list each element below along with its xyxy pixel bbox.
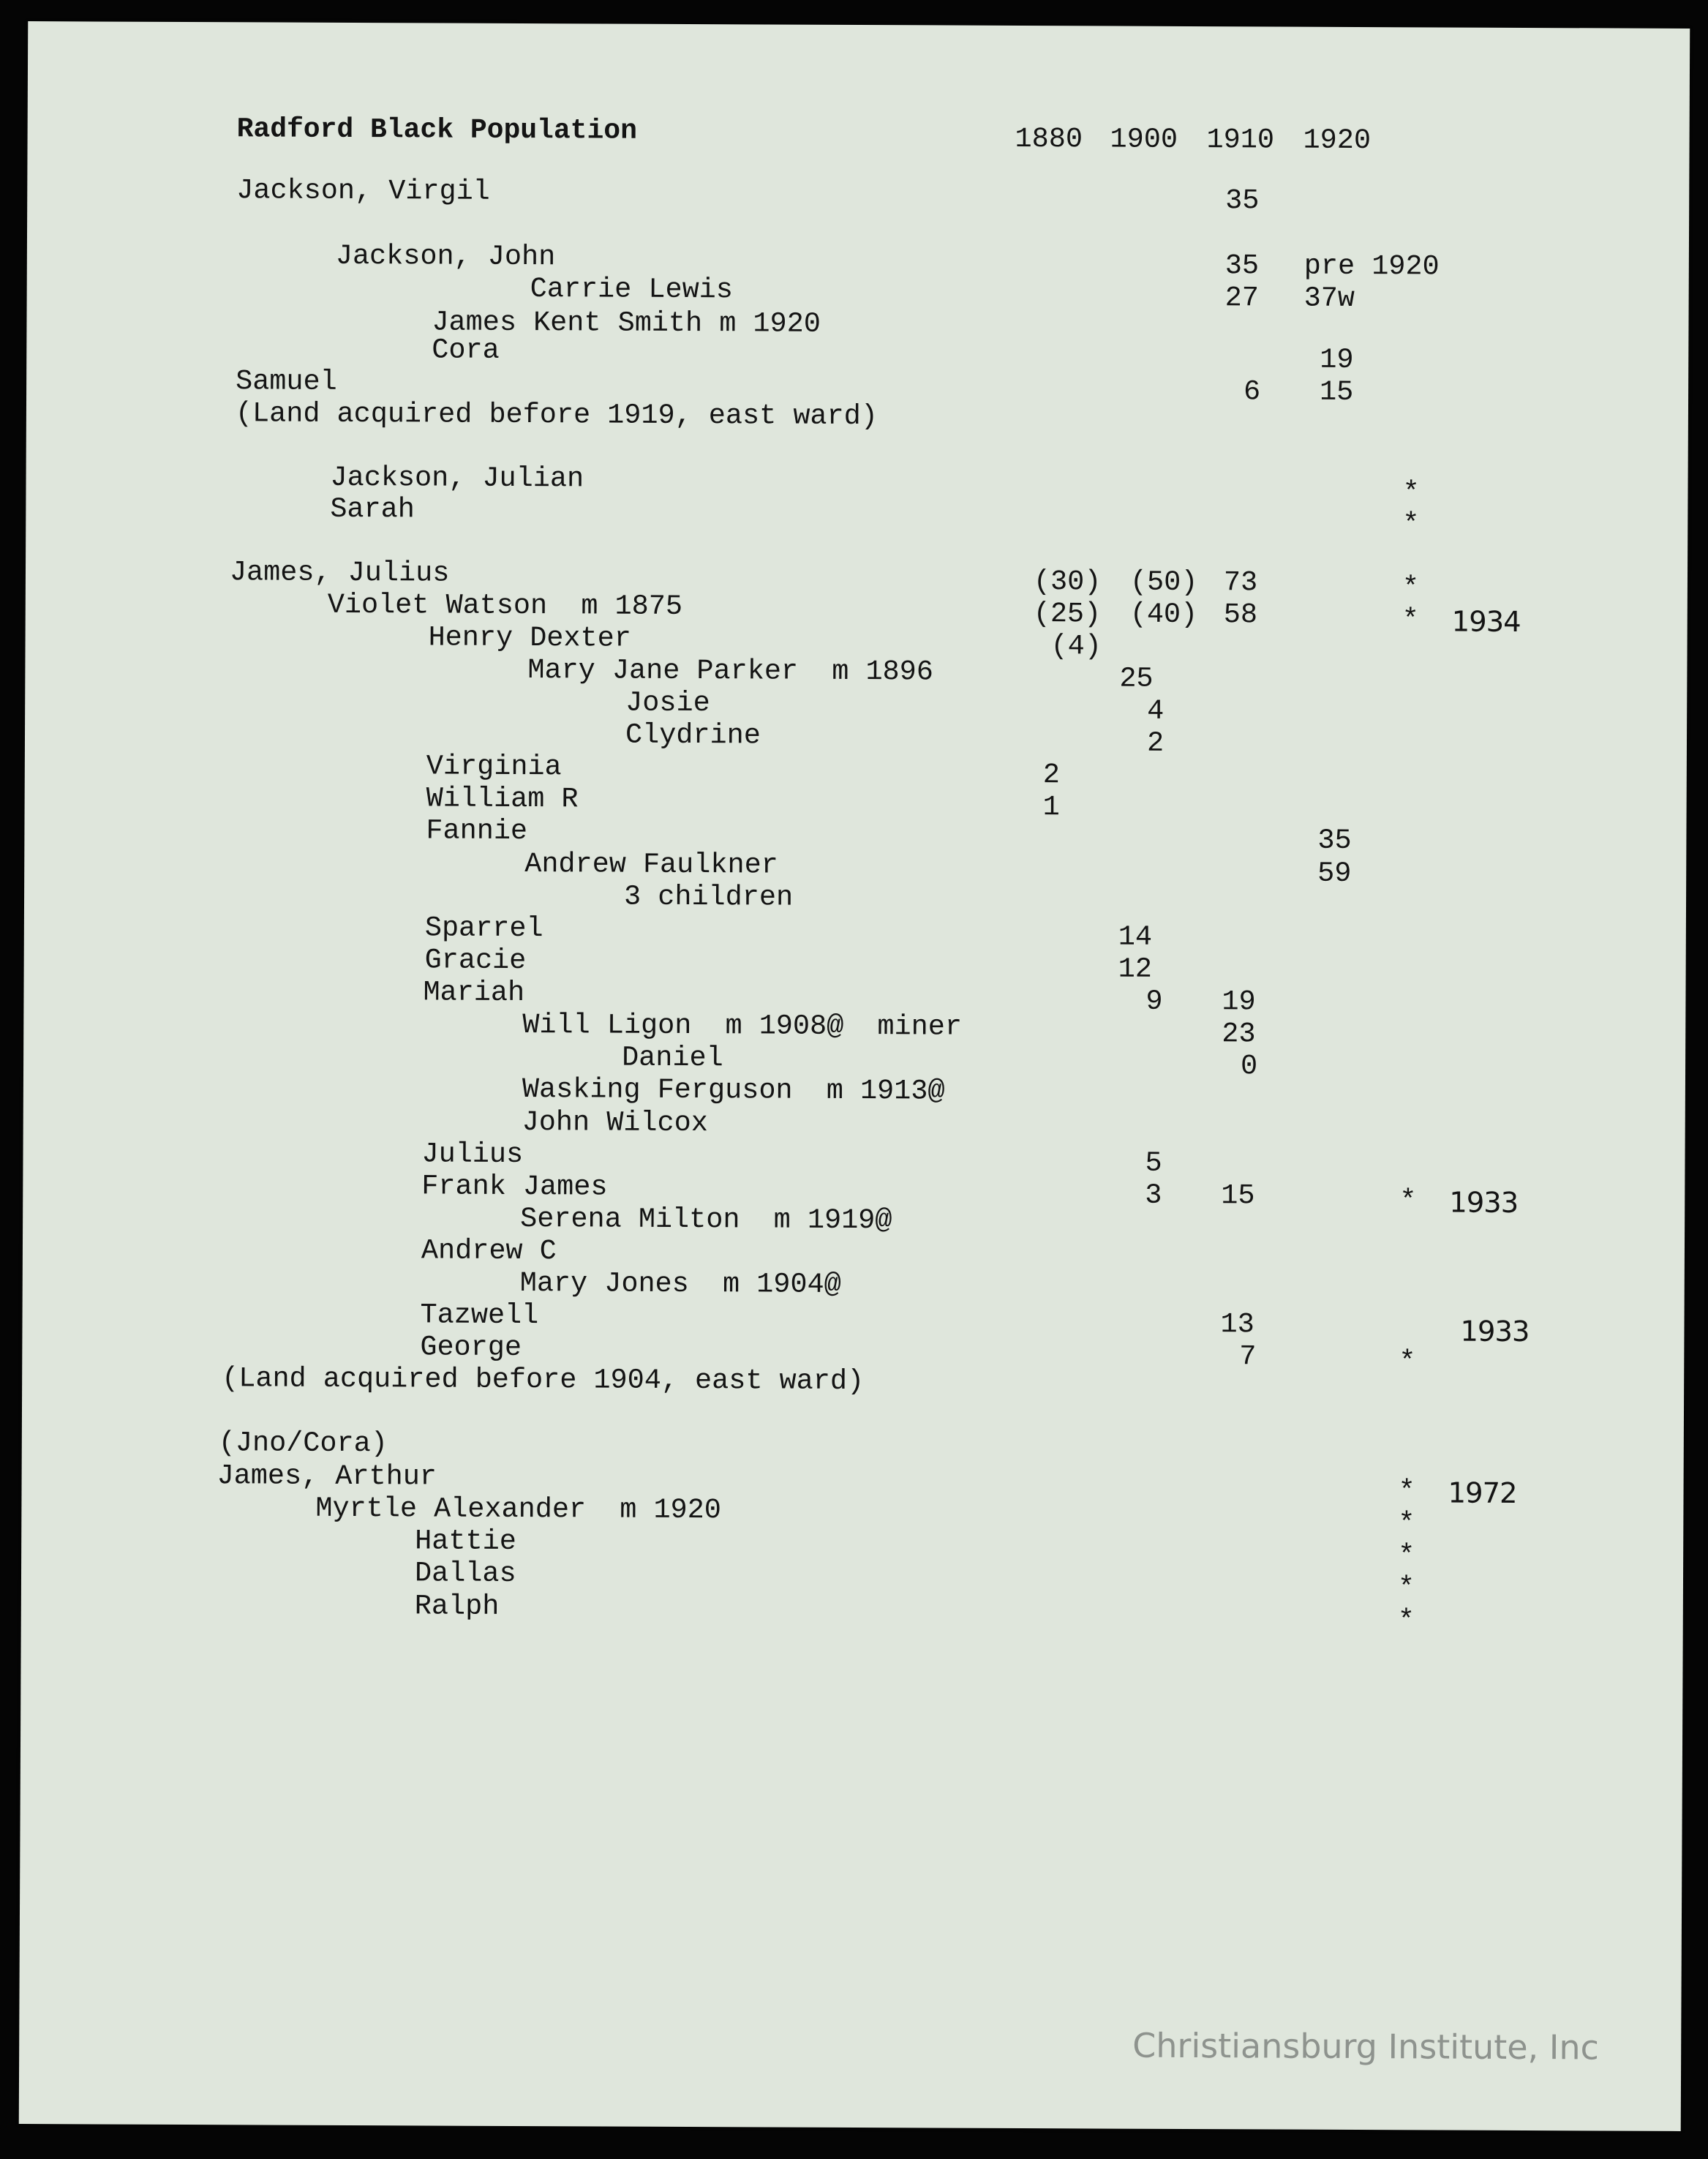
entry-name: James Kent Smith m 1920	[432, 306, 821, 340]
entry-name: Mariah	[423, 976, 525, 1010]
census-value-1910: 58	[1223, 598, 1258, 631]
asterisk-mark: *	[1402, 476, 1420, 509]
entry-name: Mary Jane Parker m 1896	[527, 654, 934, 688]
census-value-1910: 73	[1223, 566, 1258, 599]
asterisk-mark: *	[1397, 1604, 1415, 1637]
census-value-1900: 12	[1118, 953, 1152, 985]
entry-name: James, Julius	[229, 556, 450, 590]
census-value-1900: (40)	[1129, 598, 1198, 631]
entry-name: Serena Milton m 1919@	[520, 1203, 892, 1237]
entry-name: Daniel	[622, 1041, 723, 1075]
year-header: 1910	[1206, 124, 1275, 157]
entry-name: Mary Jones m 1904@	[519, 1267, 841, 1301]
census-value-1880: 1	[1042, 791, 1060, 824]
census-value-1900: 14	[1118, 920, 1153, 953]
census-value-1910: 27	[1224, 282, 1259, 315]
census-value-1910: 35	[1225, 184, 1260, 217]
census-value-1920: 37w	[1303, 282, 1355, 315]
census-value-1910: 35	[1224, 249, 1260, 282]
census-value-1920: pre 1920	[1303, 249, 1440, 283]
census-value-1910: 23	[1222, 1018, 1256, 1051]
paper-sheet	[19, 21, 1690, 2131]
entry-name: Wasking Ferguson m 1913@	[522, 1073, 945, 1108]
entry-name: Jackson, Virgil	[236, 174, 490, 208]
entry-name: George	[420, 1331, 522, 1364]
asterisk-mark: *	[1402, 571, 1420, 604]
census-value-1910: 6	[1243, 375, 1261, 408]
census-value-1900: 3	[1145, 1179, 1162, 1212]
entry-name: (Land acquired before 1904, east ward)	[222, 1362, 865, 1398]
entry-name: Hattie	[415, 1525, 516, 1558]
document-body	[28, 21, 1690, 1637]
entry-name: Samuel	[236, 365, 337, 398]
entry-name: John Wilcox	[522, 1106, 708, 1140]
entry-name: Violet Watson m 1875	[327, 588, 683, 623]
asterisk-mark: *	[1398, 1475, 1415, 1508]
entry-name: Sarah	[330, 492, 415, 526]
entry-name: James, Arthur	[217, 1460, 437, 1493]
census-value-1900: 25	[1119, 662, 1154, 695]
census-value-1900: 4	[1147, 694, 1165, 727]
entry-name: Dallas	[414, 1557, 516, 1590]
census-value-1900: 9	[1145, 985, 1163, 1018]
entry-name: Fannie	[426, 814, 528, 848]
entry-name: Cora	[432, 334, 500, 367]
census-value-1900: 2	[1146, 726, 1165, 759]
death-year-note: 1934	[1451, 605, 1521, 639]
entry-name: Virginia	[426, 750, 562, 784]
census-value-1910: 7	[1239, 1340, 1257, 1373]
entry-name: Jackson, John	[335, 239, 556, 274]
census-value-1920: 15	[1319, 375, 1354, 408]
entry-name: Josie	[625, 686, 710, 720]
watermark: Christiansburg Institute, Inc	[1132, 2025, 1599, 2068]
census-value-1910: 19	[1222, 985, 1256, 1018]
entry-name: Frank James	[421, 1170, 608, 1204]
year-header: 1920	[1303, 124, 1372, 157]
entry-name: (Land acquired before 1919, east ward)	[235, 397, 878, 433]
entry-name: Carrie Lewis	[530, 273, 734, 307]
entry-name: Gracie	[424, 944, 527, 977]
year-header: 1900	[1110, 123, 1178, 156]
entry-name: Clydrine	[625, 718, 761, 752]
asterisk-mark: *	[1398, 1507, 1415, 1540]
census-value-1880: (30)	[1033, 566, 1102, 598]
entry-name: Sparrel	[424, 912, 543, 945]
document-title: Radford Black Population	[236, 113, 638, 147]
census-value-1880: (25)	[1033, 598, 1102, 631]
asterisk-mark: *	[1398, 1539, 1415, 1572]
asterisk-mark: *	[1402, 604, 1419, 637]
census-value-1900: 5	[1145, 1146, 1162, 1179]
entry-name: 3 children	[623, 880, 794, 914]
death-year-note: 1933	[1460, 1315, 1530, 1349]
census-value-1920: 59	[1317, 857, 1352, 890]
census-value-1920: 19	[1320, 343, 1354, 376]
census-value-1920: 35	[1317, 824, 1352, 857]
entry-name: Ralph	[414, 1590, 500, 1623]
death-year-note: 1972	[1448, 1476, 1517, 1510]
asterisk-mark: *	[1402, 508, 1420, 541]
entry-name: Tazwell	[420, 1299, 539, 1332]
entry-name: Myrtle Alexander m 1920	[315, 1492, 722, 1527]
header-row	[28, 21, 1690, 157]
census-value-1880: (4)	[1050, 630, 1102, 663]
census-value-1910: 0	[1240, 1050, 1258, 1083]
entry-name: Will Ligon m 1908@ miner	[522, 1009, 963, 1043]
entry-name: Julius	[421, 1138, 524, 1171]
census-value-1900: (50)	[1129, 566, 1198, 599]
census-value-1880: 2	[1042, 759, 1061, 792]
entry-name: (Jno/Cora)	[218, 1427, 388, 1460]
asterisk-mark: *	[1399, 1184, 1417, 1217]
entry-name: William R	[426, 782, 579, 816]
entry-name: Henry Dexter	[428, 621, 631, 655]
census-value-1910: 15	[1221, 1179, 1255, 1212]
entry-name: Andrew Faulkner	[524, 848, 778, 882]
entry-name: Jackson, Julian	[330, 461, 584, 495]
death-year-note: 1933	[1449, 1186, 1519, 1220]
asterisk-mark: *	[1397, 1572, 1415, 1604]
year-header: 1880	[1015, 122, 1083, 156]
census-value-1910: 13	[1220, 1308, 1254, 1341]
asterisk-mark: *	[1399, 1345, 1416, 1378]
entry-name: Andrew C	[421, 1234, 557, 1268]
